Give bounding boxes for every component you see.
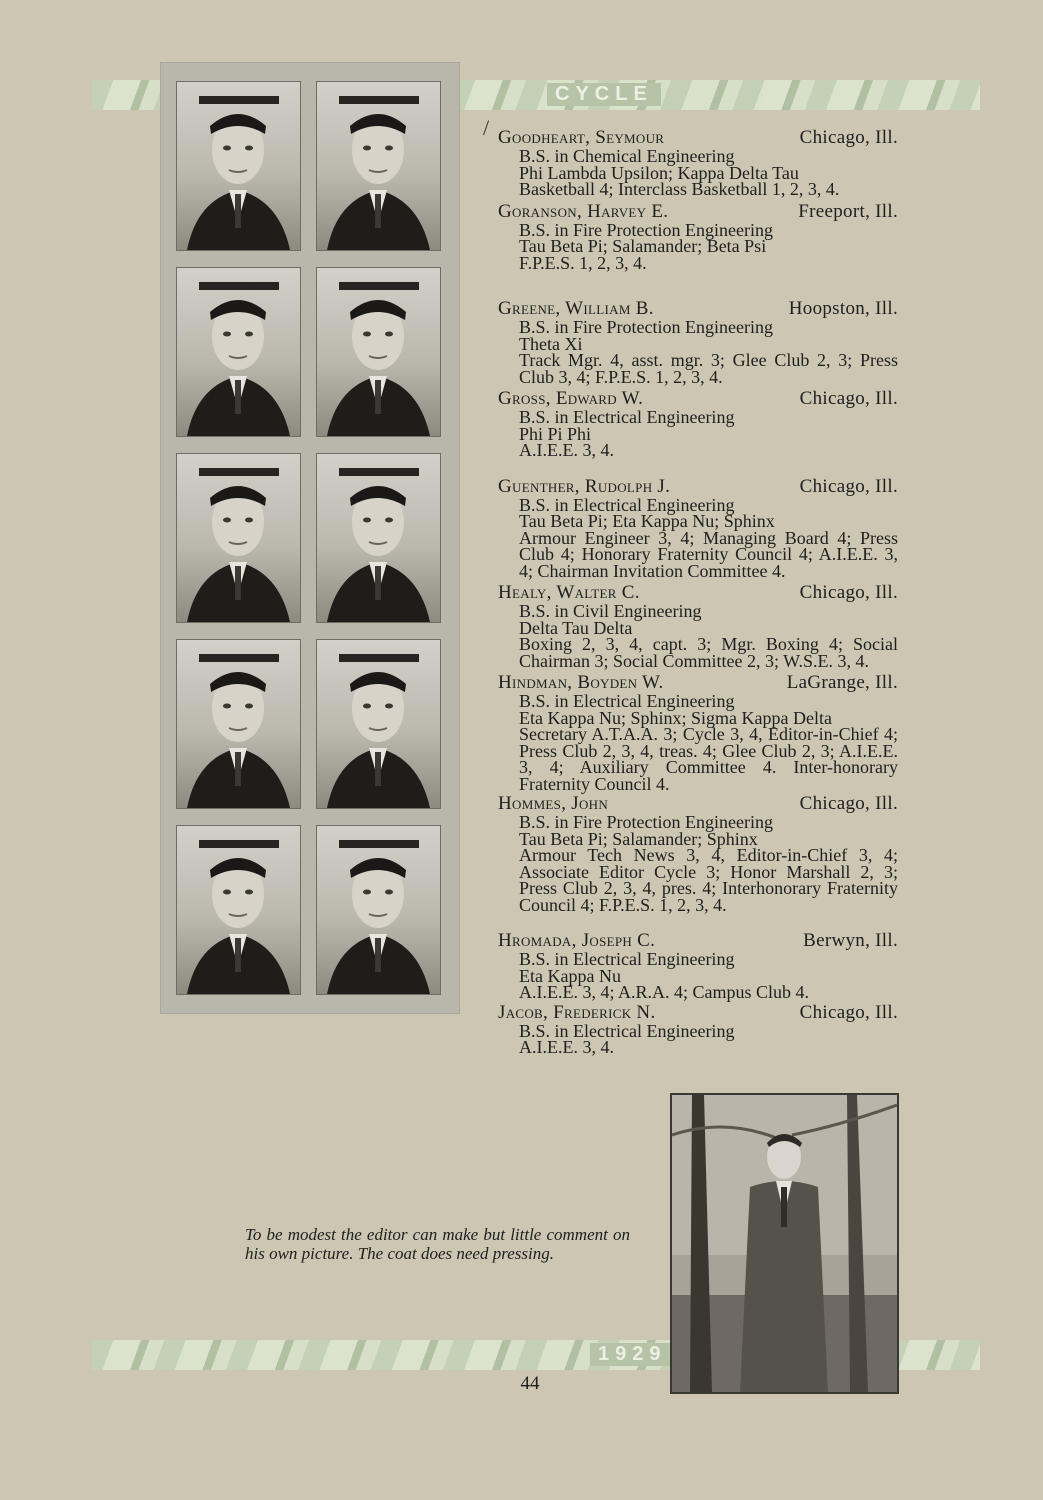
entry-activities: Armour Tech News 3, 4, Editor-in-Chief 3, 4; Associate Editor Cycle 3; Honor Marshall 2, 3; Press Club 2, 3, 4, pres. 4; Interhonorary Fraternity Council 4; F.P.E.S. 1, 2, 3, 4. bbox=[519, 845, 898, 915]
entry-affiliations: Phi Lambda Upsilon; Kappa Delta Tau bbox=[519, 162, 799, 183]
portrait-goodheart bbox=[176, 81, 301, 251]
portrait-silhouette bbox=[317, 640, 440, 808]
footer-band-label: 1929 bbox=[590, 1343, 675, 1366]
entry-guenther bbox=[498, 477, 898, 580]
entry-degree: B.S. in Civil Engineering bbox=[519, 601, 702, 621]
entry-city: Chicago, Ill. bbox=[799, 127, 898, 148]
entry-hromada bbox=[498, 931, 898, 1001]
entry-activities: A.I.E.E. 3, 4. bbox=[519, 440, 614, 460]
entry-greene bbox=[498, 299, 898, 385]
entry-activities: A.I.E.E. 3, 4. bbox=[519, 1037, 614, 1057]
portrait-grid bbox=[160, 62, 460, 1014]
entry-affiliations: Eta Kappa Nu; Sphinx; Sigma Kappa Delta bbox=[519, 707, 832, 728]
entry-goranson bbox=[498, 202, 898, 272]
entry-city: Freeport, Ill. bbox=[798, 200, 898, 222]
entry-activities: Armour Engineer 3, 4; Managing Board 4; Press Club 4; Honorary Fraternity Council 4; A.I.E.E. 3, 4; Chairman Invitation Committee 4. bbox=[519, 527, 898, 581]
portrait-gross bbox=[316, 267, 441, 437]
editor-snapshot-photo bbox=[670, 1093, 899, 1394]
entry-activities: Track Mgr. 4, asst. mgr. 3; Glee Club 2, 3; Press Club 3, 4; F.P.E.S. 1, 2, 3, 4. bbox=[519, 350, 898, 387]
entry-city: Chicago, Ill. bbox=[799, 475, 898, 497]
entry-affiliations: Eta Kappa Nu bbox=[519, 965, 621, 986]
entry-affiliations: Phi Pi Phi bbox=[519, 423, 592, 444]
entry-affiliations: Delta Tau Delta bbox=[519, 617, 633, 638]
entry-name: Healy, Walter C. bbox=[498, 582, 640, 603]
portrait-silhouette bbox=[317, 826, 440, 994]
entry-degree: B.S. in Electrical Engineering bbox=[519, 691, 735, 711]
entry-activities: F.P.E.S. 1, 2, 3, 4. bbox=[519, 252, 647, 273]
portrait-goranson bbox=[316, 81, 441, 251]
entry-degree: B.S. in Fire Protection Engineering bbox=[519, 317, 773, 337]
portrait-silhouette bbox=[177, 826, 300, 994]
entry-name: Gross, Edward W. bbox=[498, 388, 644, 409]
entry-city: Berwyn, Ill. bbox=[803, 930, 898, 951]
entry-affiliations: Tau Beta Pi; Eta Kappa Nu; Sphinx bbox=[519, 511, 775, 531]
portrait-silhouette bbox=[177, 640, 300, 808]
entry-city: LaGrange, Ill. bbox=[786, 672, 898, 693]
portrait-jacob bbox=[316, 825, 441, 995]
entry-city: Chicago, Ill. bbox=[799, 1001, 898, 1023]
entry-affiliations: Theta Xi bbox=[519, 333, 583, 354]
entry-jacob bbox=[498, 1003, 898, 1056]
portrait-silhouette bbox=[177, 82, 300, 250]
portrait-silhouette bbox=[317, 268, 440, 436]
header-band-label: CYCLE bbox=[547, 83, 661, 106]
portrait-hromada bbox=[176, 825, 301, 995]
entry-name: Goodheart, Seymour bbox=[498, 127, 665, 148]
portrait-silhouette bbox=[317, 82, 440, 250]
portrait-hindman bbox=[176, 639, 301, 809]
entry-activities: Secretary A.T.A.A. 3; Cycle 3, 4, Editor-in-Chief 4; Press Club 2, 3, 4, treas. 4; Glee Club 2, 3; A.I.E.E. 3, 4; Auxiliary Committee 4. Inter-honorary Fraternity Council 4. bbox=[519, 724, 898, 794]
entry-city: Chicago, Ill. bbox=[799, 793, 898, 814]
portrait-guenther bbox=[176, 453, 301, 623]
entry-goodheart bbox=[498, 128, 898, 198]
portrait-greene bbox=[176, 267, 301, 437]
entry-activities: Basketball 4; Interclass Basketball 1, 2, 3, 4. bbox=[519, 179, 840, 199]
entry-degree: B.S. in Electrical Engineering bbox=[519, 949, 735, 969]
pencil-check-mark-icon: / bbox=[483, 115, 490, 140]
entry-gross bbox=[498, 389, 898, 459]
entry-name: Goranson, Harvey E. bbox=[498, 200, 669, 222]
entry-name: Guenther, Rudolph J. bbox=[498, 475, 671, 497]
entry-city: Hoopston, Ill. bbox=[788, 298, 898, 319]
portrait-silhouette bbox=[177, 454, 300, 622]
photo-caption: To be modest the editor can make but little comment on his own picture. The coat does need pressing. bbox=[245, 1225, 630, 1263]
portrait-healy bbox=[316, 453, 441, 623]
entry-city: Chicago, Ill. bbox=[799, 388, 898, 409]
portrait-silhouette bbox=[177, 268, 300, 436]
entry-degree: B.S. in Fire Protection Engineering bbox=[519, 812, 773, 832]
portrait-silhouette bbox=[317, 454, 440, 622]
entry-degree: B.S. in Fire Protection Engineering bbox=[519, 219, 773, 240]
entries-column bbox=[498, 128, 898, 1056]
editor-snapshot-illustration bbox=[672, 1095, 897, 1392]
entry-degree: B.S. in Chemical Engineering bbox=[519, 146, 735, 166]
entry-activities: Boxing 2, 3, 4, capt. 3; Mgr. Boxing 4; Social Chairman 3; Social Committee 2, 3; W.S.E. 3, 4. bbox=[519, 634, 898, 671]
entry-degree: B.S. in Electrical Engineering bbox=[519, 1020, 735, 1041]
entry-hindman bbox=[498, 673, 898, 792]
entry-city: Chicago, Ill. bbox=[799, 582, 898, 603]
entry-affiliations: Tau Beta Pi; Salamander; Sphinx bbox=[519, 828, 758, 849]
entry-name: Greene, William B. bbox=[498, 298, 654, 319]
entry-name: Hindman, Boyden W. bbox=[498, 672, 664, 693]
entry-activities: A.I.E.E. 3, 4; A.R.A. 4; Campus Club 4. bbox=[519, 982, 810, 1002]
entry-healy bbox=[498, 583, 898, 669]
entry-degree: B.S. in Electrical Engineering bbox=[519, 407, 735, 427]
entry-hommes bbox=[498, 794, 898, 913]
entry-name: Hommes, John bbox=[498, 793, 609, 814]
page-number: 44 bbox=[520, 1373, 540, 1394]
entry-name: Jacob, Frederick N. bbox=[498, 1001, 656, 1023]
entry-name: Hromada, Joseph C. bbox=[498, 930, 656, 951]
portrait-hommes bbox=[316, 639, 441, 809]
entry-degree: B.S. in Electrical Engineering bbox=[519, 494, 735, 515]
entry-affiliations: Tau Beta Pi; Salamander; Beta Psi bbox=[519, 236, 767, 256]
